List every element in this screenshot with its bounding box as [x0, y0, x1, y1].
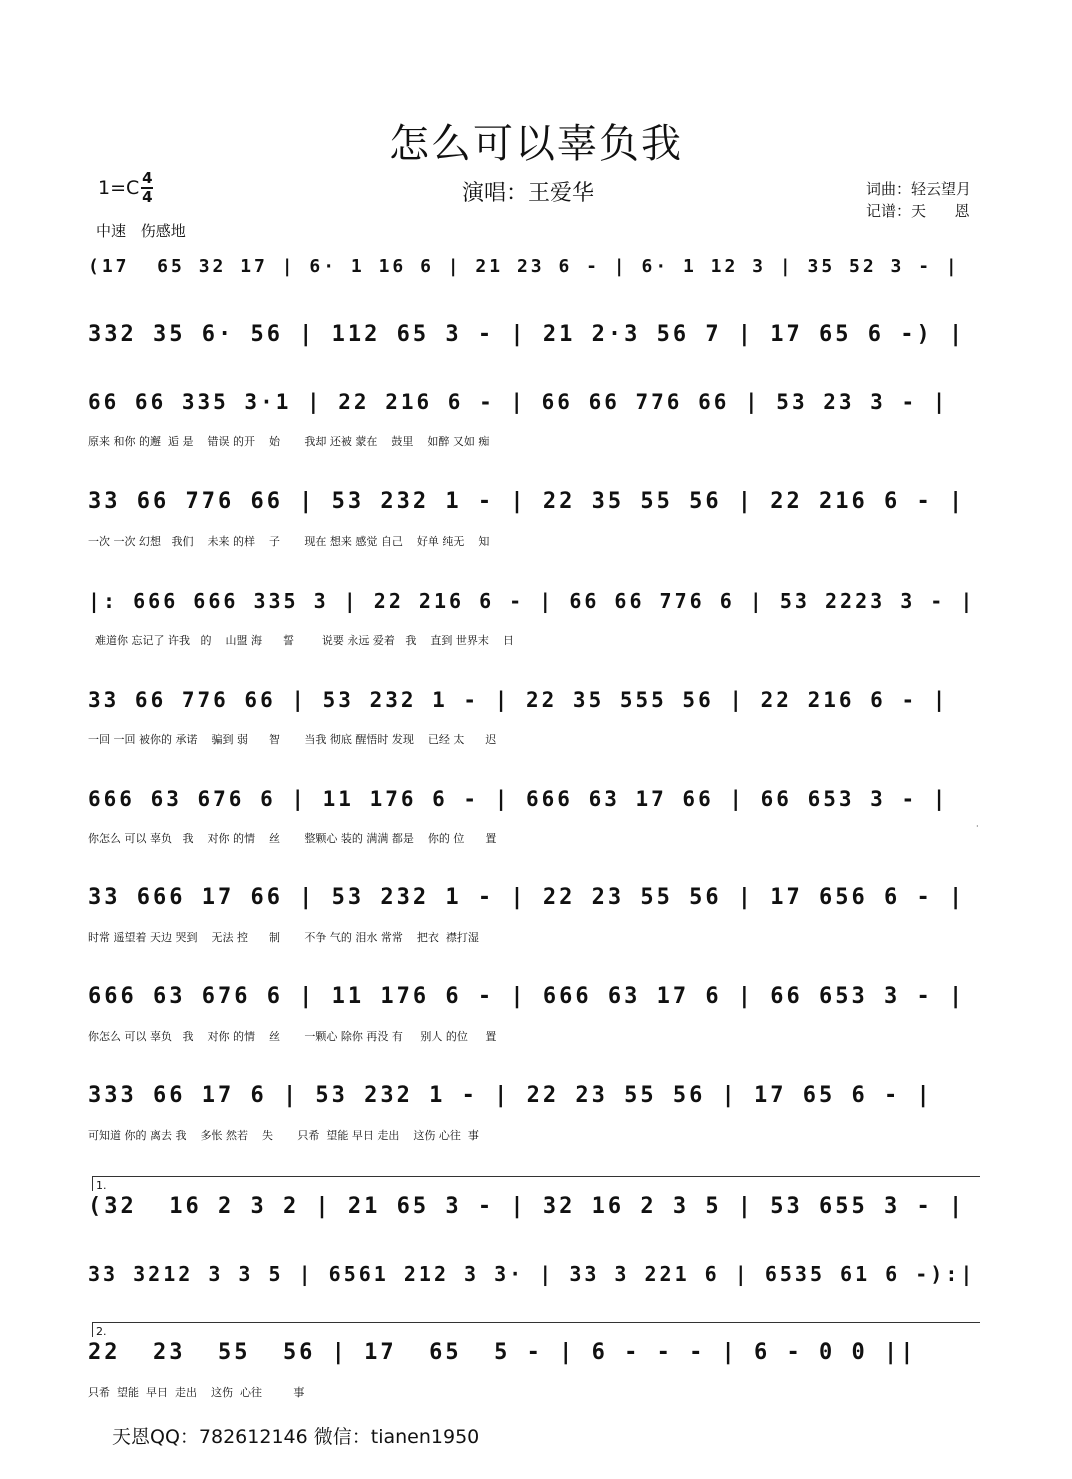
- notation-line: [88, 318, 983, 352]
- notation-text: 66 66 335 3·1 | 22 216 6 - | 66 66 776 66 | 53 23 3 - |: [88, 390, 949, 414]
- notation-text: (17 65 32 17 | 6· 1 16 6 | 21 23 6 - | 6· 1 12 3 | 35 52 3 - |: [88, 256, 960, 277]
- notation-text: 666 63 676 6 | 11 176 6 - | 666 63 17 6 | 66 653 3 - |: [88, 984, 966, 1009]
- notation-text: 33 666 17 66 | 53 232 1 - | 22 23 55 56 | 17 656 6 - |: [88, 885, 966, 910]
- song-title: 怎么可以辜负我: [389, 121, 683, 167]
- score-system: [88, 385, 983, 449]
- notation-line: [88, 584, 983, 618]
- score-system: [88, 881, 983, 945]
- notation-line: [88, 980, 983, 1014]
- notation-line: [88, 1190, 983, 1224]
- notation-line: [88, 683, 983, 717]
- notation-line: [88, 782, 983, 816]
- notation-line: [88, 881, 983, 915]
- notation-text: 33 66 776 66 | 53 232 1 - | 22 35 55 56 | 22 216 6 - |: [88, 489, 966, 514]
- stray-mark: ·: [976, 822, 979, 831]
- notation-line: [88, 1336, 983, 1370]
- key-label: 1=C: [98, 177, 140, 199]
- key-signature: [98, 170, 153, 206]
- notation-line: [88, 485, 983, 519]
- lyrics-line: 时常 遥望着 天边 哭到 无法 控 制 不争 气的 泪水 常常 把衣 襟打湿: [88, 931, 479, 944]
- notation-text: 332 35 6· 56 | 112 65 3 - | 21 2·3 56 7 | 17 65 6 -) |: [88, 322, 966, 347]
- lyrics-line: 你怎么 可以 辜负 我 对你 的情 丝 整颗心 装的 满满 都是 你的 位 置: [88, 832, 497, 845]
- score-system: [88, 1257, 983, 1291]
- lyrics-line: 一回 一回 被你的 承诺 骗到 弱 智 当我 彻底 醒悟时 发现 已经 太 迟: [88, 733, 497, 746]
- credits: [866, 178, 971, 222]
- notation-text: 33 3212 3 3 5 | 6561 212 3 3· | 33 3 221 6 | 6535 61 6 -):|: [88, 1262, 976, 1286]
- time-unit: 4: [142, 188, 153, 206]
- notation-line: [88, 1257, 983, 1291]
- first-ending-label: 1.: [96, 1179, 107, 1192]
- second-ending-label: 2.: [96, 1325, 107, 1338]
- score-system: [88, 1336, 983, 1400]
- credit-transcriber: 记谱：天 恩: [866, 202, 970, 220]
- lyrics-line: 可知道 你的 离去 我 多怅 然若 失 只希 望能 早日 走出 这伤 心往 事: [88, 1129, 479, 1142]
- notation-text: 33 66 776 66 | 53 232 1 - | 22 35 555 56 | 22 216 6 - |: [88, 688, 949, 712]
- singer: 演唱：王爱华: [462, 181, 595, 206]
- lyrics-line: 一次 一次 幻想 我们 未来 的样 子 现在 想来 感觉 自己 好单 纯无 知: [88, 535, 490, 548]
- score-system: [88, 683, 983, 747]
- notation-text: |: 666 666 335 3 | 22 216 6 - | 66 66 776 6 | 53 2223 3 - |: [88, 589, 976, 613]
- notation-line: [88, 385, 983, 419]
- notation-line: [88, 250, 983, 284]
- first-ending-bracket: [92, 1176, 980, 1192]
- second-ending-bracket: [92, 1322, 980, 1338]
- time-beats: 4: [142, 169, 153, 187]
- score-system: [88, 250, 983, 284]
- lyrics-line: 原来 和你 的邂 逅 是 错误 的开 始 我却 还被 蒙在 鼓里 如醉 又如 痴: [88, 435, 490, 448]
- score-system: [88, 584, 983, 648]
- score-system: [88, 782, 983, 846]
- score-system: [88, 1190, 983, 1224]
- tempo-marking: 中速 伤感地: [96, 222, 186, 240]
- score-system: [88, 318, 983, 352]
- score-system: [88, 485, 983, 549]
- notation-text: 22 23 55 56 | 17 65 5 - | 6 - - - | 6 - 0 0 ||: [88, 1340, 917, 1365]
- notation-line: [88, 1079, 983, 1113]
- score-system: [88, 980, 983, 1044]
- time-signature: [141, 170, 153, 206]
- lyrics-line: 你怎么 可以 辜负 我 对你 的情 丝 一颗心 除你 再没 有 别人 的位 置: [88, 1030, 497, 1043]
- notation-text: 333 66 17 6 | 53 232 1 - | 22 23 55 56 | 17 65 6 - |: [88, 1083, 933, 1108]
- score-system: [88, 1079, 983, 1143]
- notation-text: (32 16 2 3 2 | 21 65 3 - | 32 16 2 3 5 | 53 655 3 - |: [88, 1194, 966, 1219]
- credit-lyrics-music: 词曲：轻云望月: [866, 180, 972, 198]
- contact-footer: 天恩QQ：782612146 微信：tianen1950: [112, 1426, 480, 1448]
- lyrics-line: 难道你 忘记了 许我 的 山盟 海 誓 说要 永远 爱着 我 直到 世界末 日: [88, 634, 514, 647]
- lyrics-line: 只希 望能 早日 走出 这伤 心往 事: [88, 1386, 305, 1399]
- notation-text: 666 63 676 6 | 11 176 6 - | 666 63 17 66 | 66 653 3 - |: [88, 787, 949, 811]
